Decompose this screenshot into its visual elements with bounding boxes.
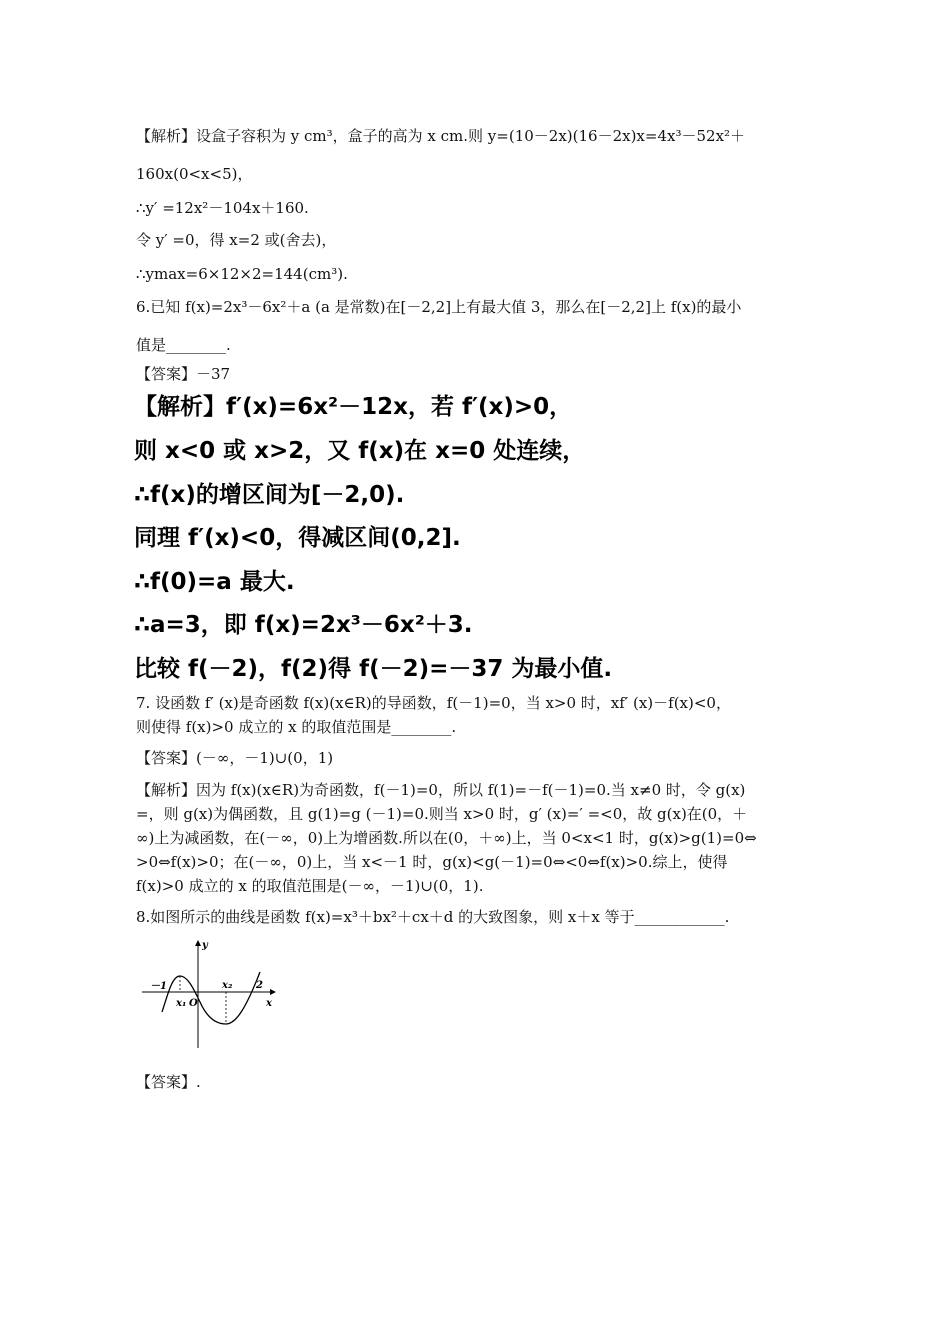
line-l20: =，则 g(x)为偶函数，且 g(1)=g (－1)=0.则当 x>0 时，g′ (x)=′ =<0，故 g(x)在(0，＋ xyxy=(136,805,748,823)
image-line-3: ∴f(x)的增区间为[－2,0). xyxy=(134,482,405,508)
line-l17: 则使得 f(x)>0 成立的 x 的取值范围是________. xyxy=(136,718,457,736)
x-axis-arrow xyxy=(270,989,276,995)
line-l16: 7. 设函数 f′ (x)是奇函数 f(x)(x∈R)的导函数，f(－1)=0，当 x>0 时，xf′ (x)－f(x)<0， xyxy=(136,694,731,712)
label-2: 2 xyxy=(256,980,263,991)
line-l3: ∴y′ =12x²－104x＋160. xyxy=(136,199,309,217)
image-line-4: 同理 f′(x)<0，得减区间(0,2]. xyxy=(134,525,461,551)
line-l6: 6.已知 f(x)=2x³－6x²＋a (a 是常数)在[－2,2]上有最大值 3，那么在[－2,2]上 f(x)的最小 xyxy=(136,298,742,316)
label-x1: x₁ xyxy=(176,998,187,1009)
line-l24: 8.如图所示的曲线是函数 f(x)=x³＋bx²＋cx＋d 的大致图象，则 x＋x 等于____________. xyxy=(136,908,730,926)
cubic-function-graph xyxy=(138,938,278,1050)
line-l7: 值是________. xyxy=(136,336,231,354)
image-line-6: ∴a=3，即 f(x)=2x³－6x²＋3. xyxy=(134,612,473,638)
label-x2: x₂ xyxy=(222,980,233,991)
image-line-2: 则 x<0 或 x>2，又 f(x)在 x=0 处连续， xyxy=(134,438,586,464)
line-l23: f(x)>0 成立的 x 的取值范围是(－∞，－1)∪(0，1). xyxy=(136,877,484,895)
label-neg1: －1 xyxy=(150,981,167,992)
y-axis-label: y xyxy=(202,940,208,951)
label-origin: O xyxy=(189,998,198,1009)
y-axis-arrow xyxy=(195,940,201,946)
line-l4: 令 y′ =0，得 x=2 或(舍去)， xyxy=(136,231,337,249)
line-l8: 【答案】－37 xyxy=(136,365,231,383)
line-l21: ∞)上为减函数，在(－∞，0)上为增函数.所以在(0，＋∞)上，当 0<x<1 时，g(x)>g(1)=0⇔ xyxy=(136,829,757,847)
image-line-1: 【解析】f′(x)=6x²－12x，若 f′(x)>0， xyxy=(134,394,573,420)
image-line-7: 比较 f(－2)，f(2)得 f(－2)=－37 为最小值. xyxy=(134,656,613,682)
line-l18: 【答案】(－∞，－1)∪(0，1) xyxy=(136,749,334,767)
line-l25: 【答案】. xyxy=(136,1073,201,1091)
line-l1: 【解析】设盒子容积为 y cm³，盒子的高为 x cm.则 y=(10－2x)(16－2x)x=4x³－52x²＋ xyxy=(136,127,746,145)
line-l22: >0⇔f(x)>0；在(－∞，0)上，当 x<－1 时，g(x)<g(－1)=0⇔<0⇔f(x)>0.综上，使得 xyxy=(136,853,728,871)
line-l19: 【解析】因为 f(x)(x∈R)为奇函数，f(－1)=0，所以 f(1)=－f(－1)=0.当 x≠0 时，令 g(x) xyxy=(136,781,746,799)
line-l2: 160x(0<x<5)， xyxy=(136,165,253,183)
line-l5: ∴ymax=6×12×2=144(cm³). xyxy=(136,265,348,283)
x-axis-label: x xyxy=(266,998,272,1009)
image-line-5: ∴f(0)=a 最大. xyxy=(134,569,295,595)
